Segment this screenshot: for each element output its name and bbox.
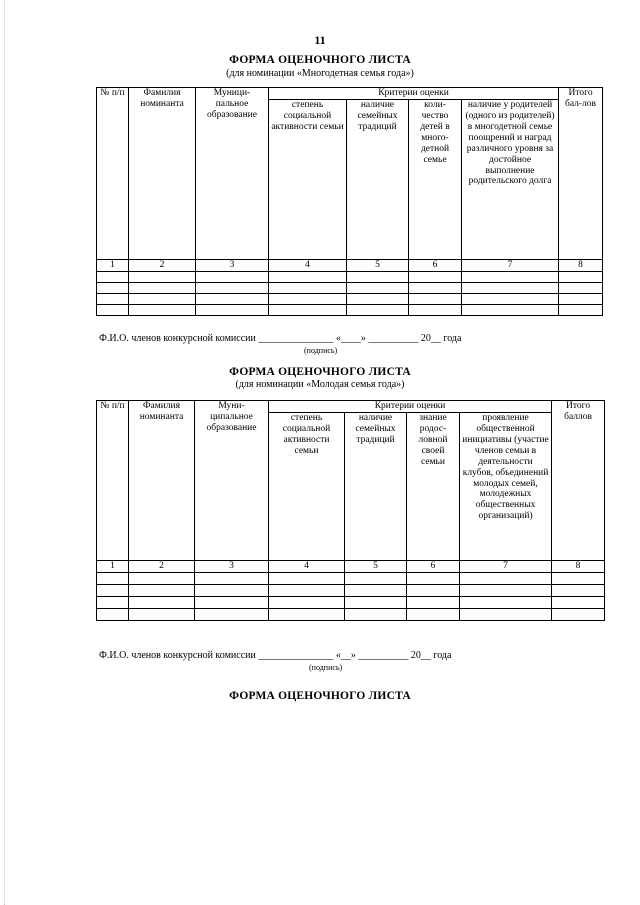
form1-header-criteria: Критерии оценки [269, 88, 559, 100]
form2-title: ФОРМА ОЦЕНОЧНОГО ЛИСТА [229, 366, 411, 378]
form2-criterion-1: степень социальной активности семьи [269, 413, 345, 561]
form2-colnum-8: 8 [552, 561, 605, 573]
form1-signature-label: (подпись) [304, 346, 338, 355]
form1-colnum-5: 5 [347, 260, 409, 272]
table-row [97, 584, 605, 596]
table-row [97, 608, 605, 620]
form2-header-criteria: Критерии оценки [269, 401, 552, 413]
table-row [97, 304, 603, 315]
form2-header-municipality: Муни-ципальное образование [195, 401, 269, 561]
form1-criterion-1: степень социальной активности семьи [269, 100, 347, 260]
form2-colnum-4: 4 [269, 561, 345, 573]
page-number: 11 [314, 33, 326, 47]
form1-table [96, 87, 603, 316]
form2-column-numbers-row [97, 561, 605, 573]
form1-header-municipality: Муници-пальное образование [196, 88, 269, 260]
form1-colnum-2: 2 [129, 260, 196, 272]
form1-criterion-4: наличие у родителей (одного из родителей) в многодетной семье поощрений и наград различного уровня за достойное выполнение родительского долга [462, 100, 559, 260]
form1-colnum-4: 4 [269, 260, 347, 272]
form2-subtitle: (для номинации «Молодая семья года») [235, 379, 405, 390]
form1-column-numbers-row [97, 260, 603, 272]
form1-colnum-8: 8 [559, 260, 603, 272]
table-row [97, 271, 603, 282]
form2-header-total: Итого баллов [552, 401, 605, 561]
form1-colnum-1: 1 [97, 260, 129, 272]
form2-criterion-3: знание родос-ловной своей семьи [407, 413, 460, 561]
form1-signature-line: Ф.И.О. членов конкурсной комиссии _______________ «____» __________ 20__ года [99, 333, 462, 344]
table-row [97, 282, 603, 293]
form2-criterion-4: проявление общественной инициативы (участие членов семьи в деятельности клубов, объединений молодых семей, молодежных общественных организаций) [460, 413, 552, 561]
form1-subtitle: (для номинации «Многодетная семья года») [226, 68, 414, 79]
form1-title: ФОРМА ОЦЕНОЧНОГО ЛИСТА [229, 54, 411, 66]
form1-criterion-3: коли-чество детей в много-детной семье [409, 100, 462, 260]
table-row [97, 572, 605, 584]
form2-header-name: Фамилия номинанта [129, 401, 195, 561]
form1-colnum-6: 6 [409, 260, 462, 272]
form2-colnum-7: 7 [460, 561, 552, 573]
form1-header-num: № п/п [97, 88, 129, 260]
form2-colnum-3: 3 [195, 561, 269, 573]
form2-table [96, 400, 605, 621]
page-edge-marks [4, 0, 6, 905]
form1-colnum-7: 7 [462, 260, 559, 272]
form1-header-total: Итого бал-лов [559, 88, 603, 260]
form2-signature-label: (подпись) [309, 663, 343, 672]
form2-colnum-1: 1 [97, 561, 129, 573]
form2-colnum-6: 6 [407, 561, 460, 573]
form1-header-name: Фамилия номинанта [129, 88, 196, 260]
form2-criterion-2: наличие семейных традиций [345, 413, 407, 561]
form2-header-num: № п/п [97, 401, 129, 561]
form2-signature-line: Ф.И.О. членов конкурсной комиссии _______________ «__» __________ 20__ года [99, 650, 452, 661]
form2-colnum-5: 5 [345, 561, 407, 573]
table-row [97, 596, 605, 608]
form1-colnum-3: 3 [196, 260, 269, 272]
table-row [97, 293, 603, 304]
form3-title: ФОРМА ОЦЕНОЧНОГО ЛИСТА [229, 690, 411, 702]
form1-criterion-2: наличие семейных традиций [347, 100, 409, 260]
form2-colnum-2: 2 [129, 561, 195, 573]
